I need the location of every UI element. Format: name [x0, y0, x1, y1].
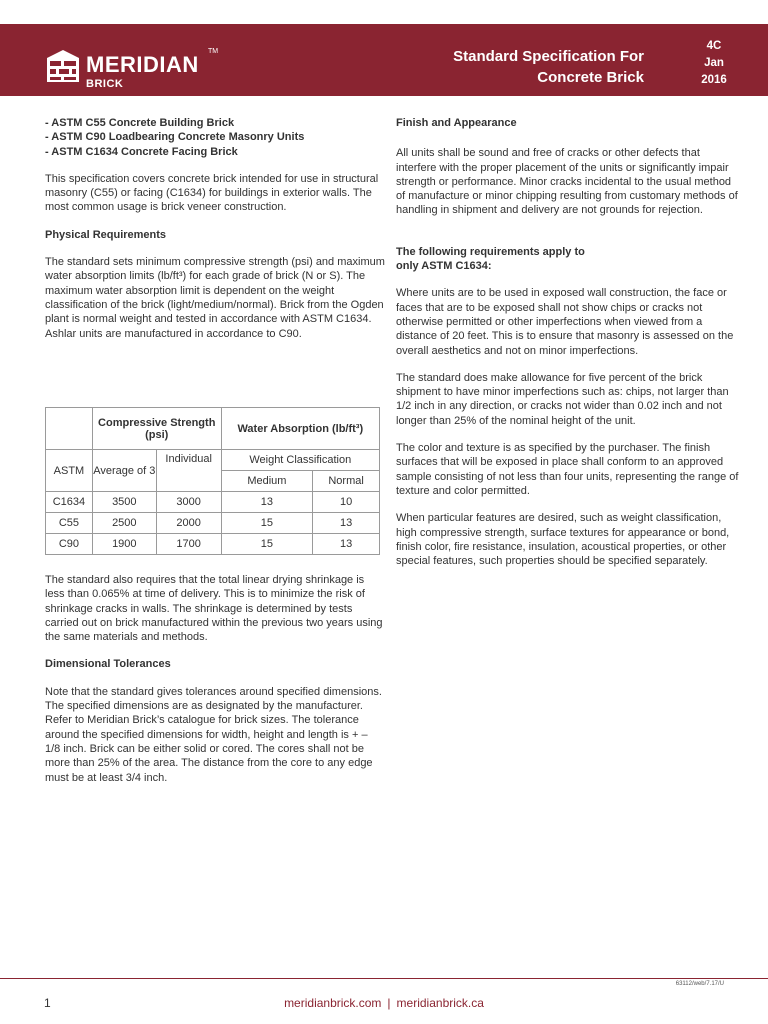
astm-header: ASTM — [46, 450, 93, 492]
title-line-1: Standard Specification For — [453, 48, 644, 65]
astm-cell: C55 — [46, 513, 93, 534]
medium-cell: 15 — [221, 513, 313, 534]
right-column — [396, 116, 740, 568]
medium-cell: 13 — [221, 492, 313, 513]
left-column-lower — [45, 573, 385, 785]
intro-paragraph: This specification covers concrete brick intended for use in structural masonry (C55) or facing (C1634) for buildings in exterior walls. The most common usage is brick veneer construction. — [45, 172, 379, 214]
astm-cell: C1634 — [46, 492, 93, 513]
weight-classification-header: Weight Classification — [221, 450, 379, 471]
dimensional-tolerances-heading: Dimensional Tolerances — [45, 658, 171, 671]
individual-cell: 1700 — [156, 534, 221, 555]
finish-paragraph: All units shall be sound and free of cracks or other defects that interfere with the proper placement of the units or significantly impair strength or performance. Minor cracks incidental to the usual method of manufacture or minor chipping resulting from customary methods of handling in shipment and delivery are not grounds for rejection. — [396, 147, 738, 217]
water-absorption-header: Water Absorption (lb/ft³) — [221, 408, 379, 450]
document-code: 63112/web/7.17/U — [675, 981, 724, 987]
standard-item: - ASTM C1634 Concrete Facing Brick — [45, 145, 238, 158]
meta-code: 4C — [706, 40, 722, 52]
document-title — [453, 46, 644, 88]
standard-item: - ASTM C90 Loadbearing Concrete Masonry Units — [45, 131, 305, 144]
individual-cell: 3000 — [156, 492, 221, 513]
physical-requirements-paragraph: The standard sets minimum compressive strength (psi) and maximum water absorption limits (lb/ft³) for each grade of brick (N or S). The maximum water absorption limit is dependent on the weight classification of the brick (light/medium/normal). Brick from the Ogden plant is normal weight and tested in accordance with ASTM C1634. Ashlar units are manufactured in accordance to C90. — [45, 256, 385, 340]
astm-cell: C90 — [46, 534, 93, 555]
normal-cell: 13 — [313, 513, 380, 534]
footer-links — [0, 996, 768, 1010]
document-meta — [686, 38, 742, 89]
color-texture-paragraph: The color and texture is as specified by the purchaser. The finish surfaces that will be exposed in place shall conform to an approved sample consisting of not less than four units, representing the range of texture and color permitted. — [396, 442, 739, 497]
medium-header: Medium — [221, 471, 313, 492]
medium-cell: 15 — [221, 534, 313, 555]
average-cell: 3500 — [92, 492, 156, 513]
average-header: Average of 3 — [92, 450, 156, 492]
brand-name: MERIDIAN — [86, 52, 199, 77]
normal-cell: 10 — [313, 492, 380, 513]
header-banner — [0, 24, 768, 96]
c1634-heading-line-1: The following requirements apply to — [396, 245, 585, 258]
dimensional-tolerances-paragraph: Note that the standard gives tolerances around specified dimensions. The specified dimensions are as designated by the manufacturer. Refer to Meridian Brick’s catalogue for brick sizes. The tolerance around the specified dimensions for width, height and length is + – 1/8 inch. Brick can be either solid or cored. The cores shall not be more than 25% of the area. The distance from the core to any edge must be at least 3/4 inch. — [45, 685, 382, 784]
physical-requirements-heading: Physical Requirements — [45, 228, 167, 241]
normal-header: Normal — [313, 471, 380, 492]
compressive-strength-header: Compressive Strength (psi) — [92, 408, 221, 450]
individual-cell: 2000 — [156, 513, 221, 534]
table-row — [46, 513, 380, 534]
drying-shrinkage-paragraph: The standard also requires that the total linear drying shrinkage is less than 0.065% at time of delivery. This is to minimize the risk of shrinkage cracks in walls. The shrinkage is determined by tests carried out on brick manufactured within the previous two years using the same materials and methods. — [45, 574, 383, 644]
left-column — [45, 116, 385, 341]
footer-separator: | — [387, 996, 391, 1010]
title-line-2: Concrete Brick — [537, 69, 644, 86]
meta-month: Jan — [704, 57, 724, 69]
brand-subtitle: BRICK — [86, 78, 124, 90]
table-row — [46, 492, 380, 513]
c1634-heading-line-2: only ASTM C1634: — [396, 260, 492, 273]
standard-item: - ASTM C55 Concrete Building Brick — [45, 117, 235, 129]
special-features-paragraph: When particular features are desired, such as weight classification, high compressive strength, surface textures for appearance or bond, finish color, fire resistance, insulation, acoustical properties, or other special features, such properties should be specified separately. — [396, 512, 730, 568]
average-cell: 2500 — [92, 513, 156, 534]
brand-trademark: TM — [208, 48, 219, 55]
website-link-com[interactable]: meridianbrick.com — [284, 996, 382, 1010]
normal-cell: 13 — [313, 534, 380, 555]
table-corner-cell — [46, 408, 93, 450]
imperfection-allowance-paragraph: The standard does make allowance for five percent of the brick shipment to have minor imperfections such as: chips, not larger than 1/2 inch in any direction, or cracks not wider than 0.02 inch and not longer than 25% of the nominal height of the unit. — [396, 371, 729, 427]
table-row — [46, 534, 380, 555]
website-link-ca[interactable]: meridianbrick.ca — [396, 996, 484, 1010]
brick-logo-icon — [44, 48, 82, 84]
finish-heading: Finish and Appearance — [396, 117, 517, 129]
page-number: 1 — [44, 996, 51, 1010]
exposed-units-paragraph: Where units are to be used in exposed wall construction, the face or faces that are to be exposed shall not show chips or cracks not otherwise permitted or other imperfections when viewed from a distance of 20 feet. This is to ensure that masonry is assessed on the overall aesthetics and not on minor imperfections. — [396, 287, 734, 357]
requirements-table — [45, 407, 380, 555]
meta-year: 2016 — [701, 74, 727, 86]
individual-header: Individual — [156, 450, 221, 492]
footer-divider — [0, 978, 768, 979]
average-cell: 1900 — [92, 534, 156, 555]
